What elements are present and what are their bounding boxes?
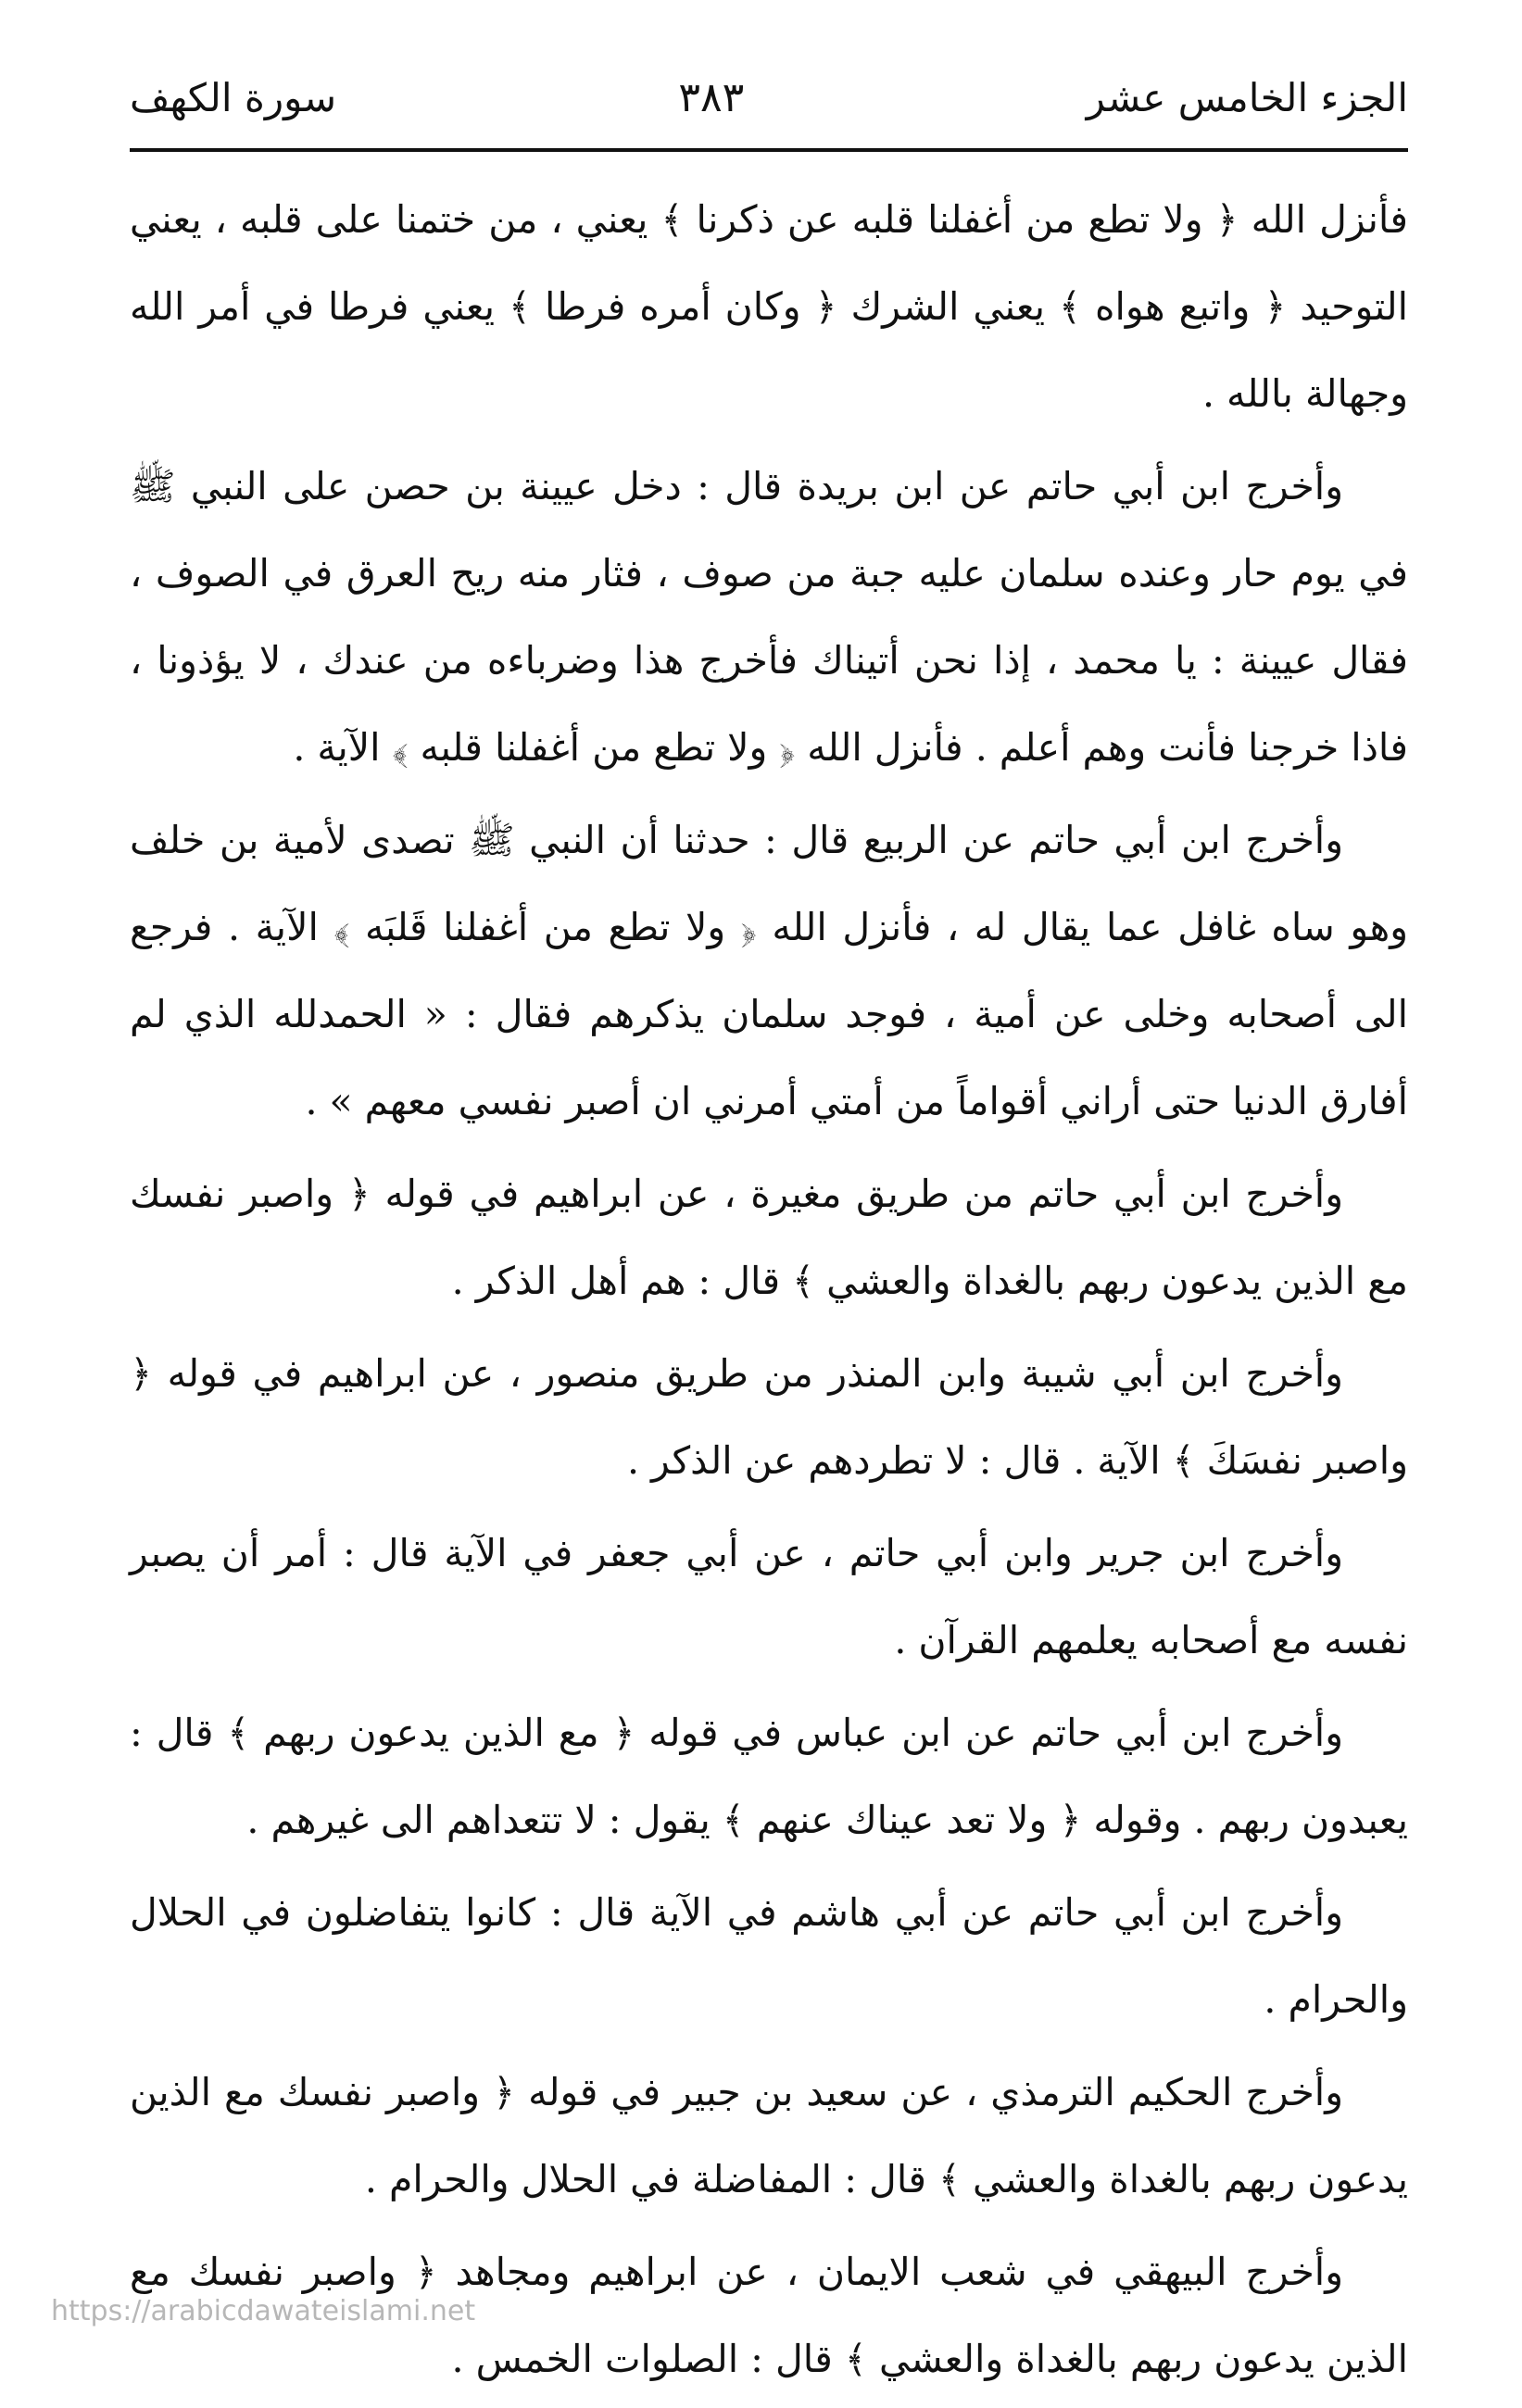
surah-title: سورة الكهف	[130, 74, 337, 120]
watermark-url: https://arabicdawateislami.net	[51, 2295, 476, 2327]
paragraph: وأخرج ابن أبي حاتم عن الربيع قال : حدثنا أن النبي ﷺ تصدى لأمية بن خلف وهو ساه غافل عما يقال له ، فأنزل الله ﴿ ولا تطع من أغفلنا قَلبَه ﴾ الآية . فرجع الى أصحابه وخلى عن أمية ، فوجد سلمان يذكرهم فقال : « الحمدلله الذي لم أفارق الدنيا حتى أراني أقواماً من أمتي أمرني ان أصبر نفسي معهم » .	[130, 818, 1408, 1123]
paragraph: وأخرج الحكيم الترمذي ، عن سعيد بن جبير في قوله ﴿ واصبر نفسك مع الذين يدعون ربهم بالغداة والعشي ﴾ قال : المفاضلة في الحلال والحرام .	[130, 2070, 1408, 2201]
paragraph: وأخرج ابن أبي حاتم عن ابن عباس في قوله ﴿ مع الذين يدعون ربهم ﴾ قال : يعبدون ربهم . وقوله ﴿ ولا تعد عيناك عنهم ﴾ يقول : لا تتعداهم الى غيرهم .	[130, 1711, 1408, 1842]
paragraph: وأخرج ابن أبي حاتم عن ابن بريدة قال : دخل عيينة بن حصن على النبي ﷺ في يوم حار وعنده سلمان عليه جبة من صوف ، فثار منه ريح العرق في الصوف ، فقال عيينة : يا محمد ، إذا نحن أتيناك فأخرج هذا وضرباءه من عندك ، لا يؤذونا ، فاذا خرجنا فأنت وهم أعلم . فأنزل الله ﴿ ولا تطع من أغفلنا قلبه ﴾ الآية .	[130, 464, 1408, 770]
paragraph: وأخرج ابن أبي حاتم عن أبي هاشم في الآية قال : كانوا يتفاضلون في الحلال والحرام .	[130, 1890, 1408, 2022]
paragraph: وأخرج ابن جرير وابن أبي حاتم ، عن أبي جعفر في الآية قال : أمر أن يصبر نفسه مع أصحابه يعلمهم القرآن .	[130, 1531, 1408, 1662]
paragraph: وأخرج البيهقي في شعب الايمان ، عن ابراهيم ومجاهد ﴿ واصبر نفسك مع الذين يدعون ربهم بالغداة والعشي ﴾ قال : الصلوات الخمس .	[130, 2250, 1408, 2381]
paragraph: وأخرج ابن أبي حاتم من طريق مغيرة ، عن ابراهيم في قوله ﴿ واصبر نفسك مع الذين يدعون ربهم بالغداة والعشي ﴾ قال : هم أهل الذكر .	[130, 1172, 1408, 1303]
paragraph: فأنزل الله ﴿ ولا تطع من أغفلنا قلبه عن ذكرنا ﴾ يعني ، من ختمنا على قلبه ، يعني التوحيد ﴿ واتبع هواه ﴾ يعني الشرك ﴿ وكان أمره فرطا ﴾ يعني فرطا في أمر الله وجهالة بالله .	[130, 197, 1408, 416]
running-header	[130, 51, 1408, 144]
page-number: ٣٨٣	[678, 73, 745, 121]
part-title: الجزء الخامس عشر	[1086, 74, 1408, 120]
header-rule	[130, 148, 1408, 152]
page-body	[130, 176, 1408, 2408]
paragraph: وأخرج ابن أبي شيبة وابن المنذر من طريق منصور ، عن ابراهيم في قوله ﴿ واصبر نفسَكَ ﴾ الآية . قال : لا تطردهم عن الذكر .	[130, 1351, 1408, 1483]
